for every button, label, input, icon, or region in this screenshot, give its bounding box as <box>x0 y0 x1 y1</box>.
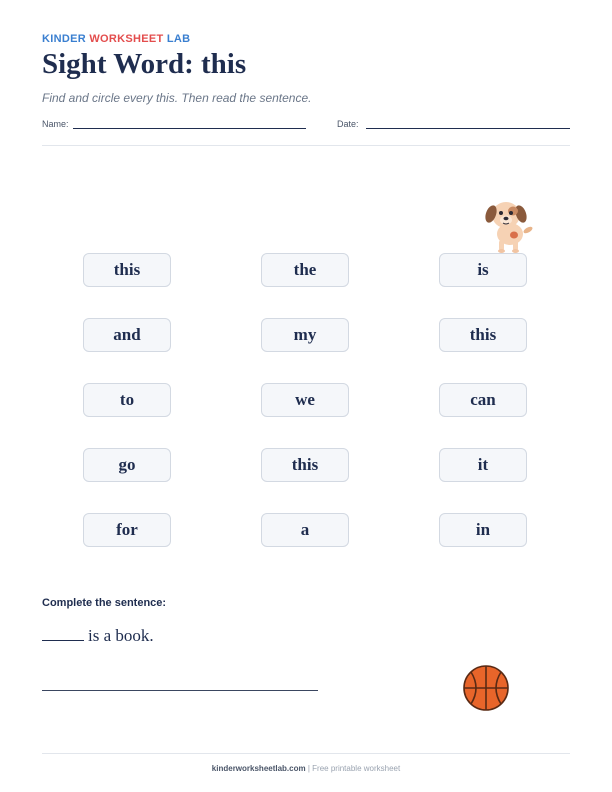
basketball-icon <box>462 664 510 712</box>
word-tile[interactable]: is <box>439 253 527 287</box>
complete-sentence-label: Complete the sentence: <box>42 597 167 609</box>
sentence-prompt <box>42 626 154 646</box>
brand-logo <box>42 33 190 45</box>
word-tile[interactable]: go <box>83 448 171 482</box>
sentence-text: is a book. <box>88 626 154 645</box>
instructions: Find and circle every this. Then read the sentence. <box>42 91 312 105</box>
page-title: Sight Word: this <box>42 48 247 80</box>
puppy-icon <box>480 198 536 254</box>
word-tile[interactable]: the <box>261 253 349 287</box>
date-field[interactable] <box>366 128 570 129</box>
header-divider <box>42 145 570 146</box>
name-field[interactable] <box>73 128 306 129</box>
word-tile[interactable]: to <box>83 383 171 417</box>
brand-kinder: KINDER <box>42 33 86 45</box>
word-tile[interactable]: a <box>261 513 349 547</box>
footer-separator: | <box>307 764 310 773</box>
word-tile[interactable]: and <box>83 318 171 352</box>
name-label: Name: <box>42 119 69 129</box>
date-label: Date: <box>337 119 359 129</box>
sentence-blank[interactable] <box>42 626 84 641</box>
word-tile[interactable]: it <box>439 448 527 482</box>
word-tile[interactable]: in <box>439 513 527 547</box>
writing-line[interactable] <box>42 690 318 691</box>
footer-site: kinderworksheetlab.com <box>211 764 306 773</box>
brand-worksheet: WORKSHEET <box>89 33 164 45</box>
word-tile[interactable]: my <box>261 318 349 352</box>
footer-tagline: Free printable worksheet <box>312 764 401 773</box>
footer <box>0 764 612 773</box>
footer-divider <box>42 753 570 754</box>
word-tile[interactable]: this <box>261 448 349 482</box>
word-tile[interactable]: can <box>439 383 527 417</box>
brand-lab: LAB <box>166 33 191 45</box>
word-tile[interactable]: this <box>439 318 527 352</box>
word-tile[interactable]: for <box>83 513 171 547</box>
word-tile[interactable]: we <box>261 383 349 417</box>
word-tile[interactable]: this <box>83 253 171 287</box>
